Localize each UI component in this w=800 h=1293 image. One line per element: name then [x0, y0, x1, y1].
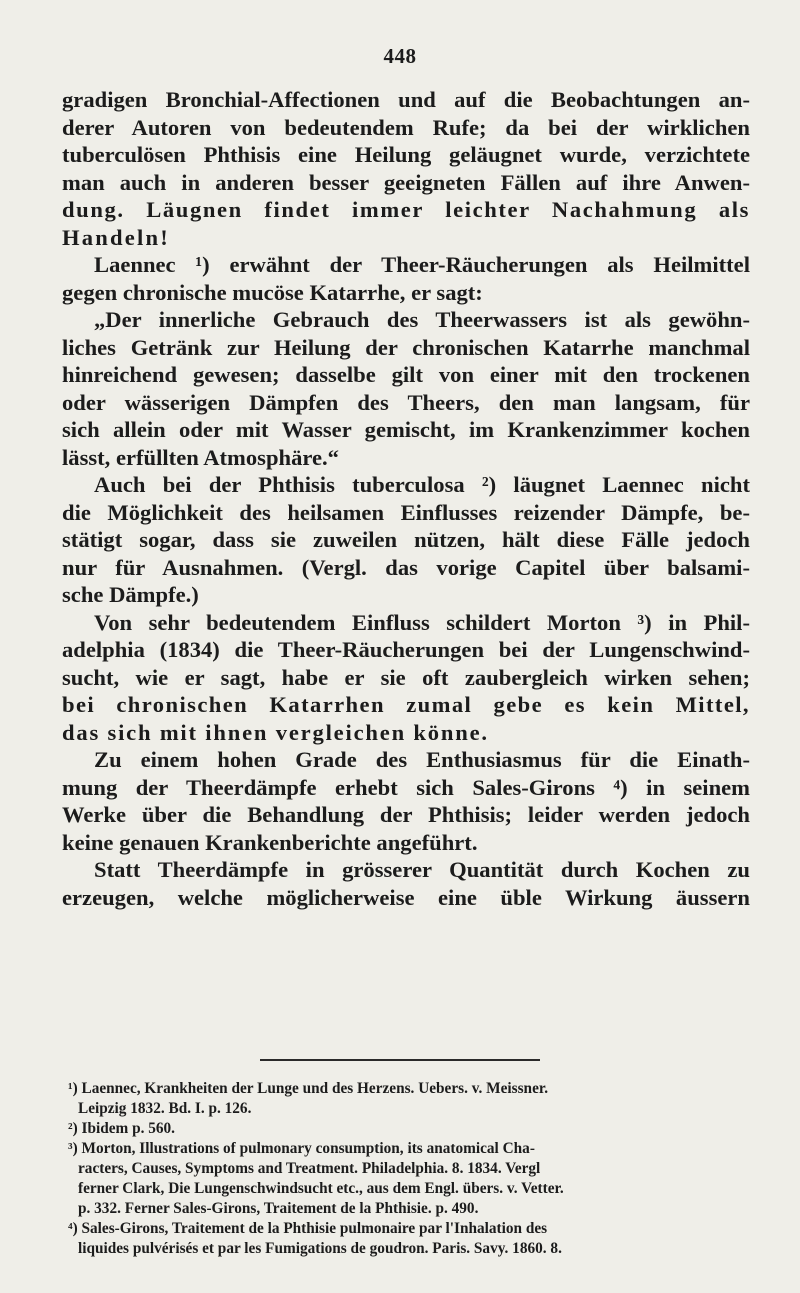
text-line: bei chronischen Katarrhen zumal gebe es kein Mittel,	[62, 692, 750, 717]
text-line: stätigt sogar, dass sie zuweilen nützen, hält diese Fälle jedoch	[62, 527, 750, 552]
text-line: „Der innerliche Gebrauch des Theerwassers ist als gewöhn-	[94, 307, 750, 332]
text-line: dung. Läugnen findet immer leichter Nachahmung als	[62, 197, 750, 222]
text-line: Zu einem hohen Grade des Enthusiasmus für die Einath-	[94, 747, 750, 772]
text-line: sche Dämpfe.)	[62, 582, 199, 607]
footnote-divider	[260, 1059, 540, 1061]
main-text	[62, 86, 750, 911]
text-line: man auch in anderen besser geeigneten Fällen auf ihre Anwen-	[62, 169, 750, 195]
text-line: adelphia (1834) die Theer-Räucherungen bei der Lungenschwind-	[62, 637, 750, 662]
footnote-line: Leipzig 1832. Bd. I. p. 126.	[78, 1100, 252, 1117]
text-line: liches Getränk zur Heilung der chronischen Katarrhe manchmal	[62, 334, 750, 360]
footnotes	[68, 1079, 758, 1259]
text-line: gradigen Bronchial-Affectionen und auf die Beobachtungen an-	[62, 87, 750, 112]
text-line: keine genauen Krankenberichte angeführt.	[62, 829, 478, 855]
text-line: mung der Theerdämpfe erhebt sich Sales-Girons ⁴) in seinem	[62, 774, 750, 800]
text-line: lässt, erfüllten Atmosphäre.“	[62, 444, 339, 470]
text-line: das sich mit ihnen vergleichen könne.	[62, 719, 489, 745]
text-line: Statt Theerdämpfe in grösserer Quantität durch Kochen zu	[94, 857, 750, 882]
footnote-line: ¹) Laennec, Krankheiten der Lunge und des Herzens. Uebers. v. Meissner.	[68, 1080, 549, 1097]
footnote-line: ⁴) Sales-Girons, Traitement de la Phthisie pulmonaire par l'Inhalation des	[68, 1220, 548, 1237]
page-number: 448	[383, 44, 417, 68]
text-line: erzeugen, welche möglicherweise eine üble Wirkung äussern	[62, 884, 750, 910]
text-line: Auch bei der Phthisis tuberculosa ²) läugnet Laennec nicht	[94, 472, 750, 497]
footnote-line: racters, Causes, Symptoms and Treatment. Philadelphia. 8. 1834. Vergl	[78, 1160, 541, 1177]
text-line: Handeln!	[62, 224, 170, 250]
text-line: gegen chronische mucöse Katarrhe, er sagt:	[62, 279, 483, 305]
text-line: Von sehr bedeutendem Einfluss schildert Morton ³) in Phil-	[94, 609, 750, 635]
text-line: derer Autoren von bedeutendem Rufe; da bei der wirklichen	[62, 114, 750, 140]
text-line: sucht, wie er sagt, habe er sie oft zaubergleich wirken sehen;	[62, 664, 750, 690]
text-line: nur für Ausnahmen. (Vergl. das vorige Capitel über balsami-	[62, 554, 750, 580]
footnote-line: ferner Clark, Die Lungenschwindsucht etc., aus dem Engl. übers. v. Vetter.	[78, 1180, 564, 1197]
text-line: hinreichend gewesen; dasselbe gilt von einer mit den trockenen	[62, 362, 750, 387]
text-line: tuberculösen Phthisis eine Heilung geläugnet wurde, verzichtete	[62, 142, 750, 167]
text-line: sich allein oder mit Wasser gemischt, im Krankenzimmer kochen	[62, 417, 750, 442]
footnote-line: p. 332. Ferner Sales-Girons, Traitement de la Phthisie. p. 490.	[78, 1200, 479, 1217]
text-line: die Möglichkeit des heilsamen Einflusses reizender Dämpfe, be-	[62, 499, 750, 525]
footnote-line: ³) Morton, Illustrations of pulmonary consumption, its anatomical Cha-	[68, 1140, 535, 1157]
footnote-line: ²) Ibidem p. 560.	[68, 1120, 176, 1137]
footnote-line: liquides pulvérisés et par les Fumigations de goudron. Paris. Savy. 1860. 8.	[78, 1240, 562, 1257]
text-line: Laennec ¹) erwähnt der Theer-Räucherungen als Heilmittel	[94, 252, 750, 277]
text-line: Werke über die Behandlung der Phthisis; leider werden jedoch	[62, 802, 750, 827]
text-line: oder wässerigen Dämpfen des Theers, den man langsam, für	[62, 389, 750, 415]
